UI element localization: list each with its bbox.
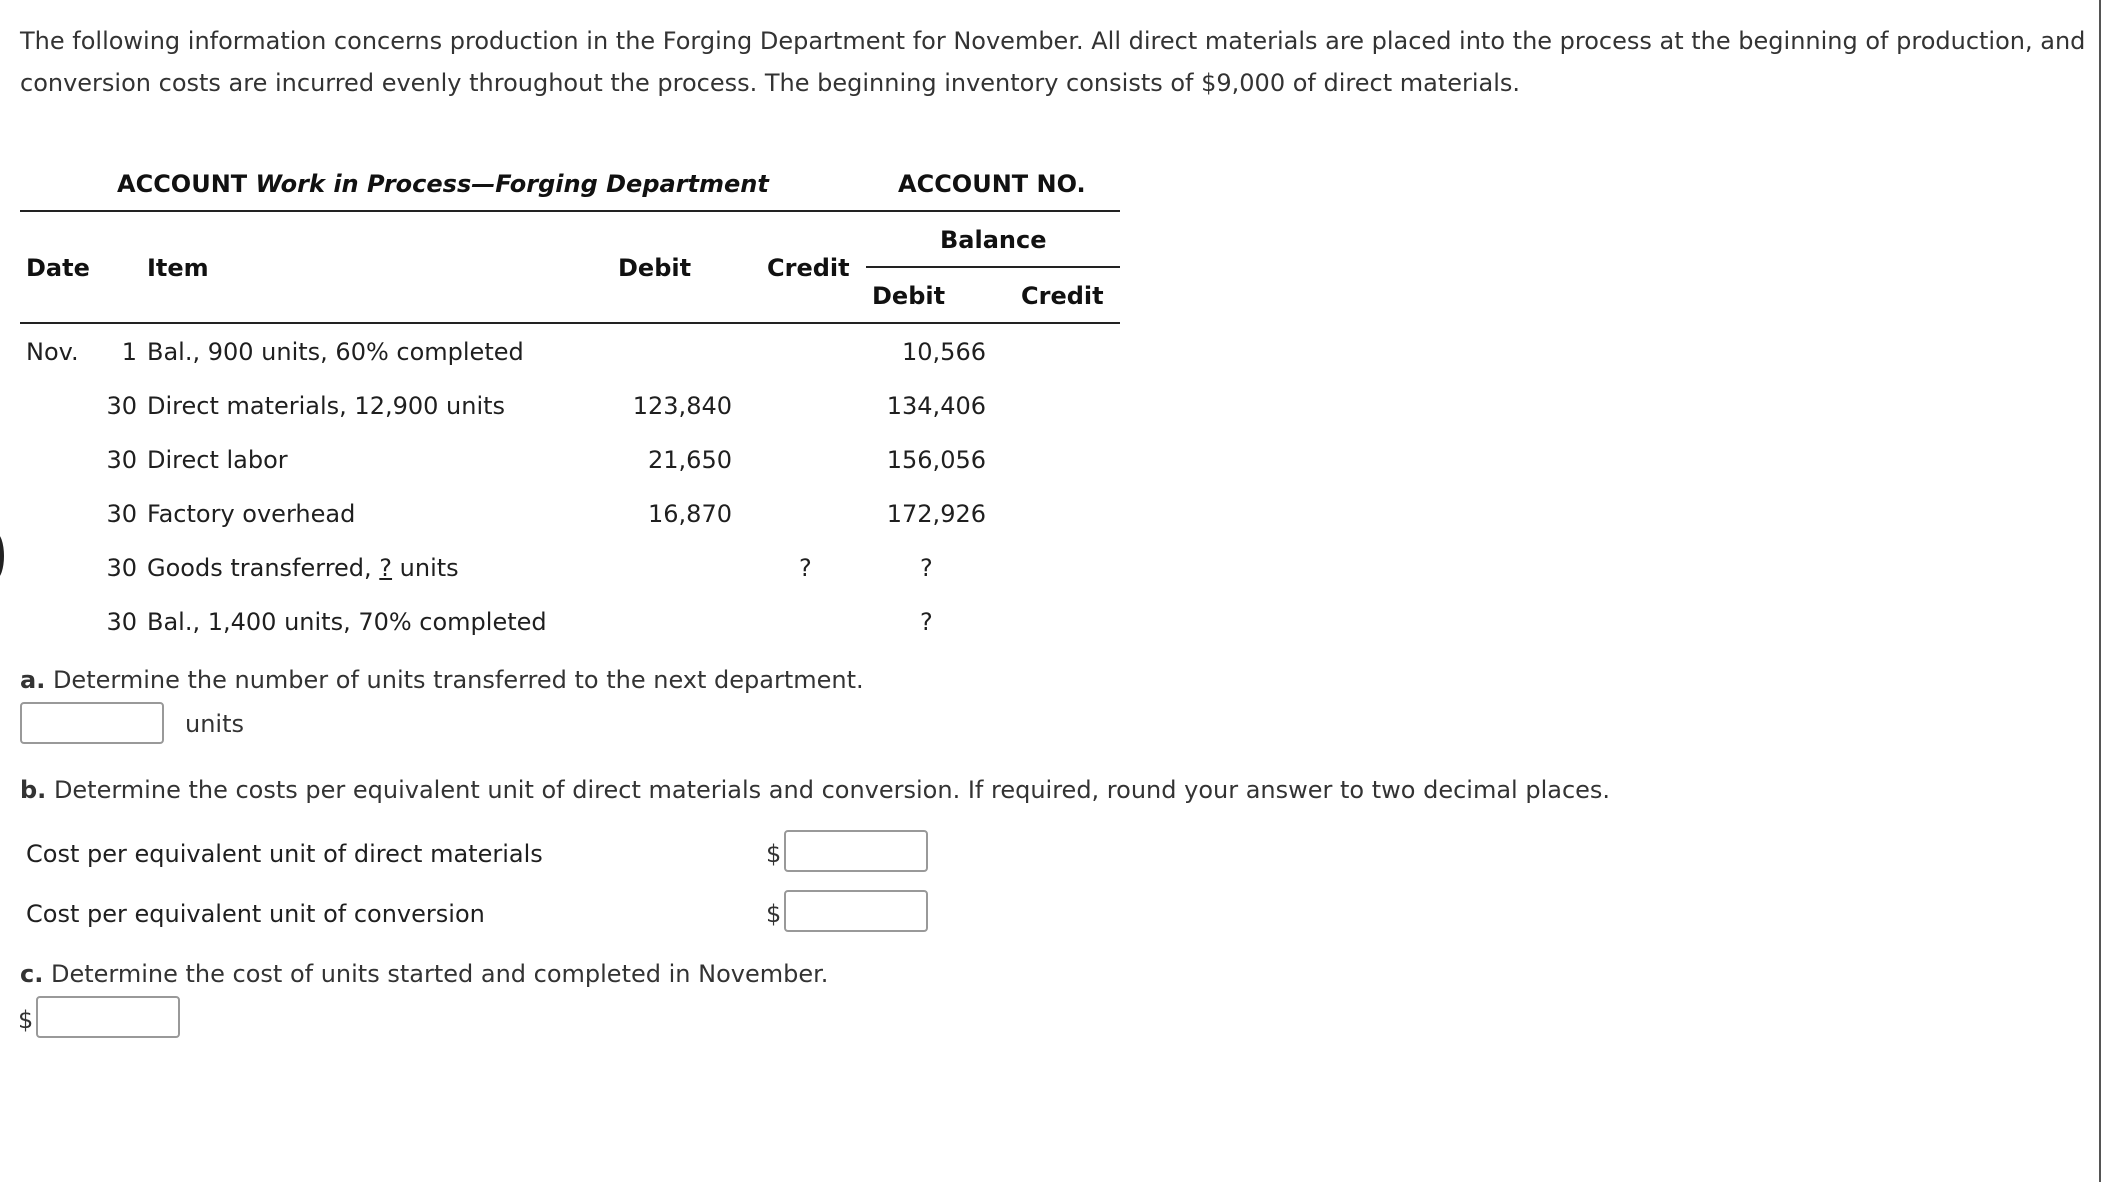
row2-item: Direct materials, 12,900 units — [147, 392, 506, 420]
units-transferred-input[interactable] — [20, 702, 164, 744]
part-c-text: Determine the cost of units started and completed in November. — [50, 960, 829, 988]
account-no-label: ACCOUNT NO. — [898, 170, 1086, 198]
balance-underline — [866, 266, 1120, 268]
row3-debit: 21,650 — [648, 446, 732, 474]
ledger-top-rule — [20, 210, 1120, 212]
header-item: Item — [147, 254, 209, 282]
part-a-label: a. — [20, 666, 46, 694]
part-a-unit-label: units — [185, 710, 245, 738]
header-balance: Balance — [940, 226, 1047, 254]
account-prefix: ACCOUNT — [117, 170, 248, 198]
part-a-question — [20, 666, 864, 694]
conversion-cost-input[interactable] — [784, 890, 928, 932]
part-b-label: b. — [20, 776, 47, 804]
part-b-text: Determine the costs per equivalent unit of direct materials and conversion. If required, round your answer to two decimal places. — [53, 776, 1611, 804]
row5-day: 30 — [106, 554, 137, 582]
conversion-cost-label: Cost per equivalent unit of conversion — [26, 900, 485, 928]
account-title — [117, 170, 769, 198]
row3-balance-debit: 156,056 — [886, 446, 986, 474]
conversion-currency-symbol: $ — [766, 900, 782, 928]
row1-day: 1 — [121, 338, 137, 366]
header-credit: Credit — [767, 254, 850, 282]
row4-item: Factory overhead — [147, 500, 356, 528]
account-name: Work in Process—Forging Department — [255, 170, 769, 198]
part-c-question — [20, 960, 828, 988]
dm-cost-input[interactable] — [784, 830, 928, 872]
started-completed-cost-input[interactable] — [36, 996, 180, 1038]
row6-item: Bal., 1,400 units, 70% completed — [147, 608, 547, 636]
row6-day: 30 — [106, 608, 137, 636]
part-b-question — [20, 776, 1610, 804]
header-date: Date — [26, 254, 90, 282]
row5-item-post: units — [392, 554, 459, 582]
dm-cost-label: Cost per equivalent unit of direct materials — [26, 840, 543, 868]
row6-balance-debit: ? — [920, 608, 933, 636]
part-a-text: Determine the number of units transferred to the next department. — [52, 666, 864, 694]
part-c-currency-symbol: $ — [18, 1006, 34, 1034]
row5-item-unknown: ? — [379, 554, 393, 582]
problem-intro: The following information concerns production in the Forging Department for November. All direct materials are placed into the process at the beginning of production, and conversion costs are incurred evenly throughout the process. The beginning inventory consists of $9,000 of direct materials. — [20, 27, 2086, 97]
row1-balance-debit: 10,566 — [902, 338, 986, 366]
row3-day: 30 — [106, 446, 137, 474]
row5-item — [147, 554, 459, 582]
part-c-label: c. — [20, 960, 44, 988]
dm-currency-symbol: $ — [766, 840, 782, 868]
row4-balance-debit: 172,926 — [886, 500, 986, 528]
row2-day: 30 — [106, 392, 137, 420]
header-balance-credit: Credit — [1021, 282, 1104, 310]
row4-day: 30 — [106, 500, 137, 528]
row2-balance-debit: 134,406 — [886, 392, 986, 420]
row4-debit: 16,870 — [648, 500, 732, 528]
header-debit: Debit — [618, 254, 692, 282]
row3-item: Direct labor — [147, 446, 288, 474]
row5-credit: ? — [799, 554, 812, 582]
header-bottom-rule — [20, 322, 1120, 324]
row5-balance-debit: ? — [920, 554, 933, 582]
row1-item: Bal., 900 units, 60% completed — [147, 338, 524, 366]
row1-month: Nov. — [26, 338, 79, 366]
row5-item-pre: Goods transferred, — [147, 554, 380, 582]
row2-debit: 123,840 — [632, 392, 732, 420]
header-balance-debit: Debit — [872, 282, 946, 310]
